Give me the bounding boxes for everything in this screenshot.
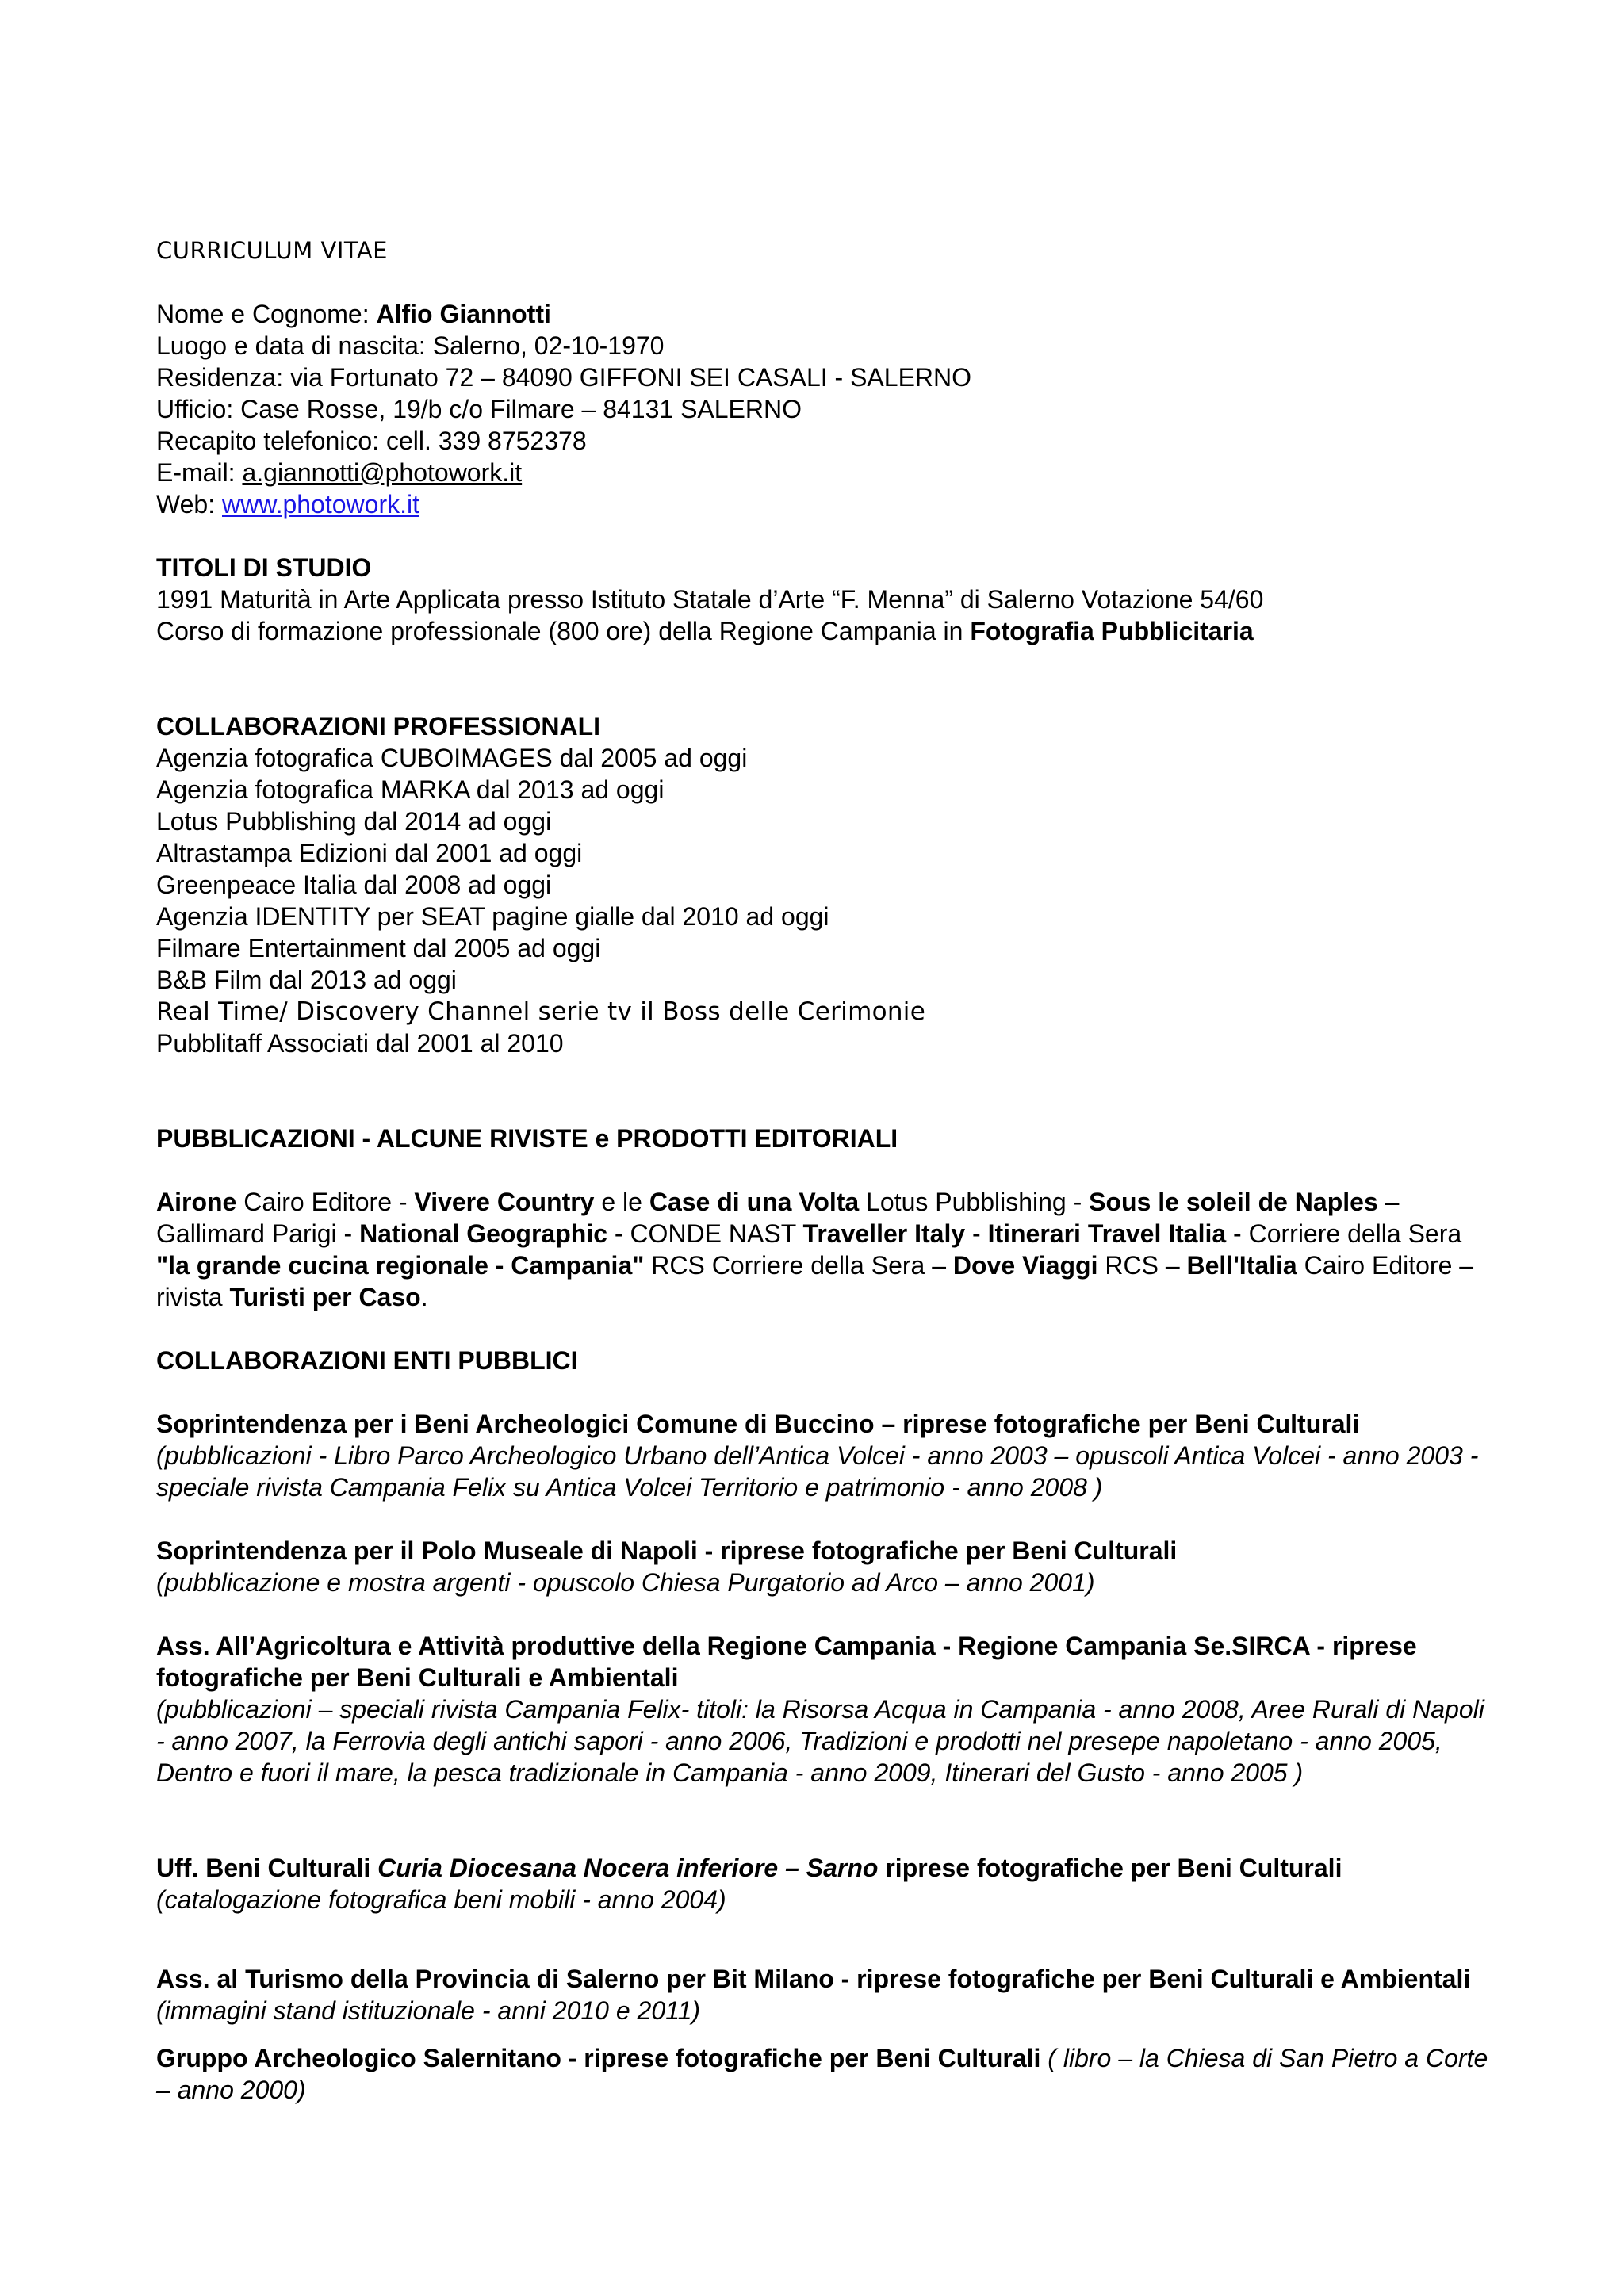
studies-line-2-text: Corso di formazione professionale (800 ore) della Regione Campania in — [156, 617, 971, 645]
bold-text-segment: Case di una Volta — [649, 1188, 860, 1216]
collaboration-item: B&B Film dal 2013 ad oggi — [156, 966, 457, 994]
entity-detail: (catalogazione fotografica beni mobili - anno 2004) — [156, 1885, 726, 1914]
web-line — [156, 488, 1504, 520]
public-entities-section — [156, 1345, 1504, 1376]
studies-line-2 — [156, 615, 1504, 647]
bold-text-segment: Soprintendenza per i Beni Archeologici Comune di Buccino – riprese fotografiche per Beni Culturali — [156, 1410, 1360, 1438]
name-label: Nome e Cognome: — [156, 300, 377, 328]
bold-text-segment: "la grande cucina regionale - Campania" — [156, 1251, 645, 1280]
bold-text-segment: Dove Viaggi — [952, 1251, 1098, 1280]
collaboration-item: Lotus Pubblishing dal 2014 ad oggi — [156, 807, 552, 836]
bold-text-segment: riprese fotografiche per Beni Culturali — [878, 1854, 1342, 1882]
birth-line: Luogo e data di nascita: Salerno, 02-10-1970 — [156, 331, 665, 360]
web-label: Web: — [156, 490, 222, 519]
entity-title — [156, 2042, 1496, 2106]
collaboration-item: Filmare Entertainment dal 2005 ad oggi — [156, 934, 601, 962]
web-link[interactable]: www.photowork.it — [222, 490, 419, 519]
email-line — [156, 457, 1504, 488]
entity-title — [156, 1535, 1496, 1567]
collaboration-item: Real Time/ Discovery Channel serie tv il Boss delle Cerimonie — [156, 997, 926, 1026]
office-line: Ufficio: Case Rosse, 19/b c/o Filmare – 84131 SALERNO — [156, 395, 802, 423]
text-segment: ( libro – la Chiesa di San Pietro a Corte – anno 2000) — [156, 2044, 1488, 2104]
entity-entry — [156, 1535, 1496, 1598]
bold-text-segment: National Geographic — [359, 1219, 607, 1248]
collaboration-item: Agenzia fotografica CUBOIMAGES dal 2005 ad oggi — [156, 744, 748, 772]
entity-title — [156, 1963, 1496, 2026]
document-title: CURRICULUM VITAE — [156, 237, 388, 264]
bold-text-segment: Vivere Country — [414, 1188, 595, 1216]
entity-detail: (pubblicazione e mostra argenti - opuscolo Chiesa Purgatorio ad Arco – anno 2001) — [156, 1568, 1095, 1597]
studies-line-1: 1991 Maturità in Arte Applicata presso Istituto Statale d’Arte “F. Menna” di Salerno Votazione 54/60 — [156, 585, 1264, 614]
collaboration-item: Agenzia IDENTITY per SEAT pagine gialle dal 2010 ad oggi — [156, 902, 829, 931]
bold-text-segment: Itinerari Travel Italia — [987, 1219, 1227, 1248]
text-segment: . — [420, 1283, 428, 1311]
text-segment: RCS Corriere della Sera – — [644, 1251, 953, 1280]
entity-title — [156, 1408, 1496, 1440]
bold-text-segment: Sous le soleil de Naples — [1089, 1188, 1378, 1216]
bold-text-segment: Airone — [156, 1188, 237, 1216]
document-page — [156, 0, 1504, 2296]
collaborations-heading: COLLABORAZIONI PROFESSIONALI — [156, 712, 600, 740]
email-label: E-mail: — [156, 458, 243, 487]
collaborations-section — [156, 710, 1504, 1059]
text-segment: e le — [594, 1188, 649, 1216]
bold-text-segment: Gruppo Archeologico Salernitano - riprese fotografiche per Beni Culturali — [156, 2044, 1041, 2072]
studies-section — [156, 552, 1504, 647]
studies-heading: TITOLI DI STUDIO — [156, 553, 372, 582]
text-segment: Lotus Pubblishing - — [859, 1188, 1090, 1216]
entity-detail: (pubblicazioni - Libro Parco Archeologico Urbano dell’Antica Volcei - anno 2003 – opuscoli Antica Volcei - anno 2003 - speciale rivista Campania Felix su Antica Volcei Territorio e patrimonio - anno 2008 ) — [156, 1441, 1479, 1502]
email-link[interactable]: a.giannotti@photowork.it — [242, 458, 523, 487]
publications-paragraph — [156, 1186, 1496, 1313]
text-segment: – Gallimard Parigi - — [156, 1188, 1400, 1248]
phone-line: Recapito telefonico: cell. 339 8752378 — [156, 427, 587, 455]
entity-title — [156, 1852, 1496, 1884]
collaboration-item: Pubblitaff Associati dal 2001 al 2010 — [156, 1029, 564, 1058]
personal-info — [156, 298, 1504, 520]
publications-section — [156, 1123, 1504, 1154]
text-segment: Cairo Editore - — [236, 1188, 415, 1216]
entity-entry — [156, 1408, 1496, 1503]
entity-entry — [156, 1630, 1496, 1789]
collaboration-item: Greenpeace Italia dal 2008 ad oggi — [156, 871, 552, 899]
residence-line: Residenza: via Fortunato 72 – 84090 GIFFONI SEI CASALI - SALERNO — [156, 363, 972, 392]
name-value: Alfio Giannotti — [376, 300, 551, 328]
bold-text-segment: Bell'Italia — [1186, 1251, 1297, 1280]
entity-entry — [156, 1963, 1496, 2026]
entity-entry — [156, 2042, 1496, 2106]
text-segment: (immagini stand istituzionale - anni 2010 e 2011) — [156, 1996, 701, 2025]
bold-text-segment: Turisti per Caso — [229, 1283, 421, 1311]
entity-entry — [156, 1852, 1496, 1915]
public-entities-heading: COLLABORAZIONI ENTI PUBBLICI — [156, 1346, 578, 1375]
text-segment: Cairo Editore – rivista — [156, 1251, 1474, 1311]
name-line — [156, 298, 1504, 330]
collaboration-item: Agenzia fotografica MARKA dal 2013 ad oggi — [156, 775, 665, 804]
collaboration-item: Altrastampa Edizioni dal 2001 ad oggi — [156, 839, 583, 867]
bold-text-segment: Ass. All’Agricoltura e Attività produttive della Regione Campania - Regione Campania Se.SIRCA - riprese fotografiche per Beni Culturali e Ambientali — [156, 1632, 1417, 1692]
text-segment: - — [965, 1219, 988, 1248]
entity-detail: (pubblicazioni – speciali rivista Campania Felix- titoli: la Risorsa Acqua in Campania - anno 2008, Aree Rurali di Napoli - anno 2007, la Ferrovia degli antichi sapori - anno 2006, Tradizioni e prodotti nel presepe napoletano - anno 2005, Dentro e fuori il mare, la pesca tradizionale in Campania - anno 2009, Itinerari del Gusto - anno 2005 ) — [156, 1695, 1484, 1787]
bold-text-segment: Uff. Beni Culturali — [156, 1854, 378, 1882]
bold-text-segment: Traveller Italy — [802, 1219, 966, 1248]
studies-line-2-bold: Fotografia Pubblicitaria — [970, 617, 1254, 645]
text-segment: - Corriere della Sera — [1226, 1219, 1462, 1248]
bold-text-segment: Curia Diocesana Nocera inferiore – Sarno — [377, 1854, 879, 1882]
bold-text-segment: Soprintendenza per il Polo Museale di Napoli - riprese fotografiche per Beni Culturali — [156, 1536, 1178, 1565]
text-segment: - CONDE NAST — [607, 1219, 803, 1248]
entity-title — [156, 1630, 1496, 1693]
bold-text-segment: Ass. al Turismo della Provincia di Salerno per Bit Milano - riprese fotografiche per Beni Culturali e Ambientali — [156, 1965, 1471, 1993]
text-segment: RCS – — [1097, 1251, 1187, 1280]
publications-heading: PUBBLICAZIONI - ALCUNE RIVISTE e PRODOTTI EDITORIALI — [156, 1124, 898, 1153]
